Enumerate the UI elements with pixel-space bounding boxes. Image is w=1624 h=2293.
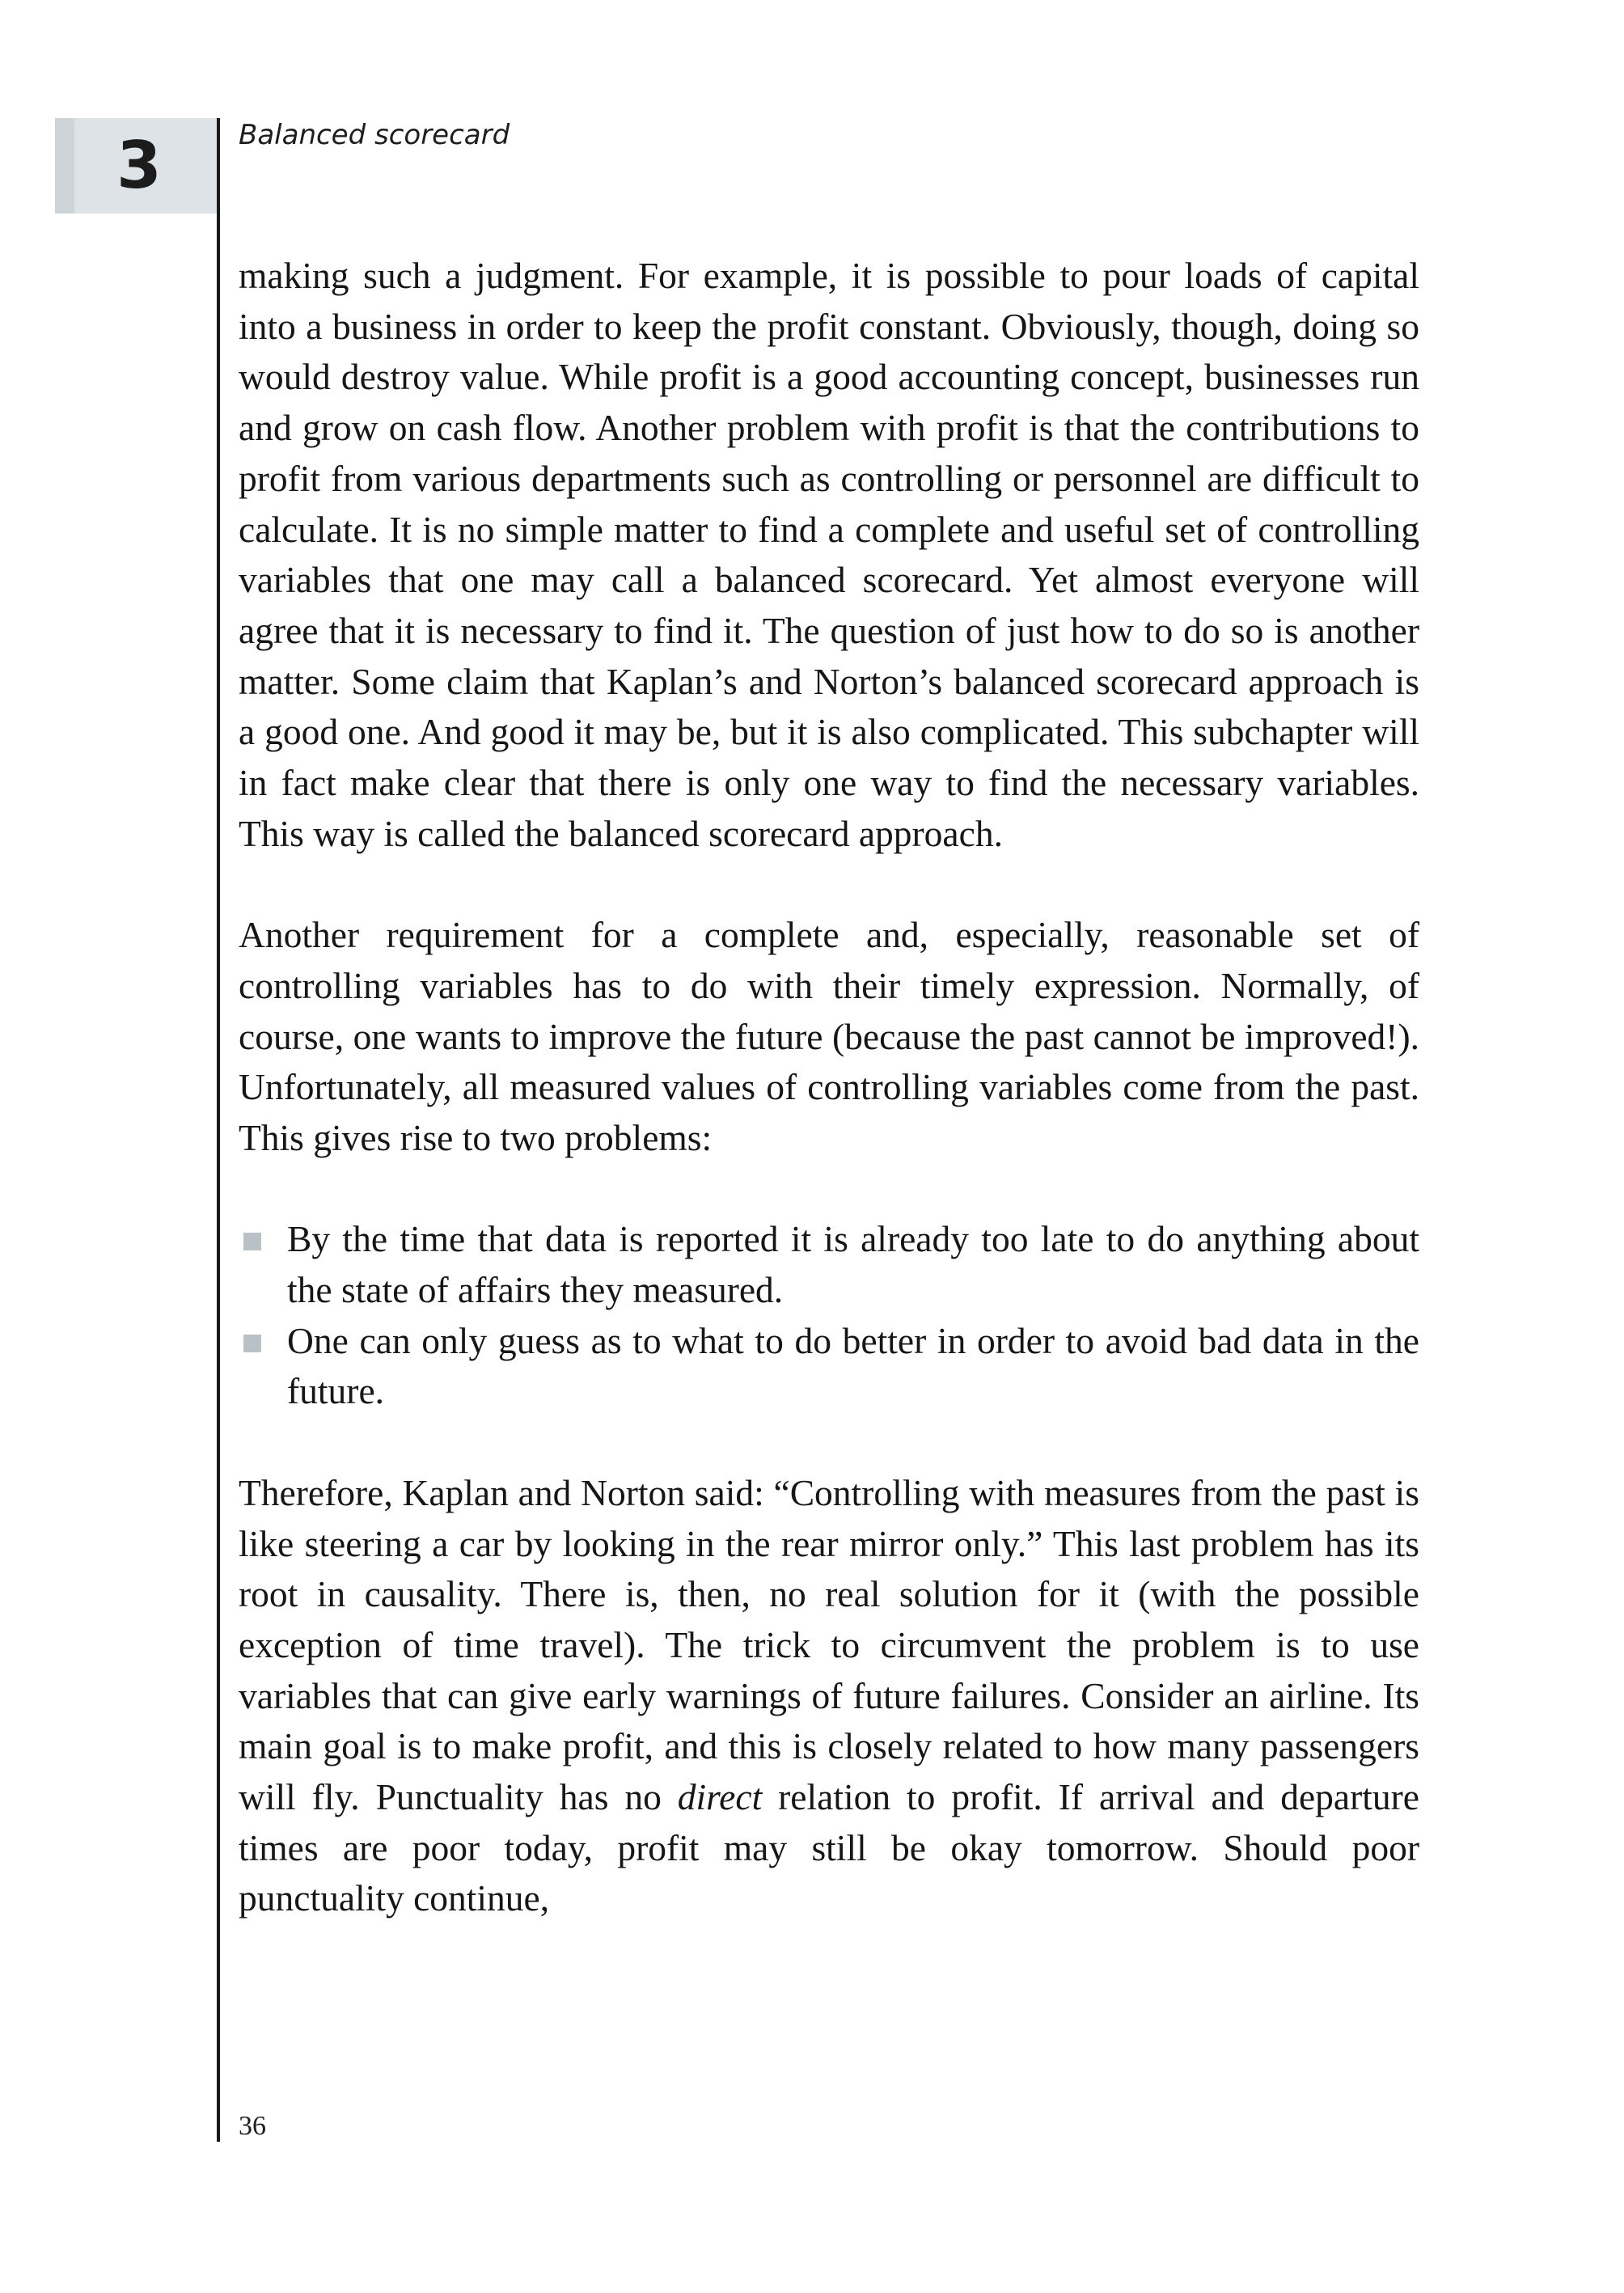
square-bullet-icon [243, 1335, 261, 1352]
list-item [239, 1316, 1419, 1417]
paragraph-3-end: relation to profit. If arrival and departure times are poor today, profit may still be okay tomorrow. Should poor punctuality continue, [239, 1776, 1419, 1919]
running-header: Balanced scorecard [239, 119, 510, 151]
chapter-tab-edge [55, 118, 74, 214]
paragraph-3-start: Therefore, Kaplan and Norton said: “Controlling with measures from the past is like steering a car by looking in the rear mirror only.” This last problem has its root in causality. There is, then, no real solution for it (with the possible exception of time travel). The trick to circumvent the problem is to use variables that can give early warnings of future failures. Consider an airline. Its main goal is to make profit, and this is closely related to how many passengers will fly. Punctuality has no [239, 1471, 1419, 1818]
paragraph-1: making such a judgment. For example, it is possible to pour loads of capital into a business in order to keep the profit constant. Obviously, though, doing so would destroy value. While profit is a good accounting concept, businesses run and grow on cash flow. Another problem with profit is that the contributions to profit from various departments such as controlling or personnel are difficult to calculate. It is no simple matter to find a complete and useful set of controlling variables that one may call a balanced scorecard. Yet almost everyone will agree that it is necessary to find it. The question of just how to do so is another matter. Some claim that Kaplan’s and Norton’s balanced scorecard approach is a good one. And good it may be, but it is also complicated. This subchapter will in fact make clear that there is only one way to find the necessary variables. This way is called the balanced scorecard approach. [239, 255, 1419, 854]
paragraph-3 [239, 1468, 1419, 1924]
paragraph-3-emphasis: direct [677, 1776, 763, 1818]
square-bullet-icon [243, 1233, 261, 1250]
page-number: 36 [239, 2111, 266, 2141]
body-text [239, 251, 1419, 1975]
problem-list [239, 1214, 1419, 1417]
list-item-text: One can only guess as to what to do better in order to avoid bad data in the future. [287, 1319, 1419, 1412]
margin-rule [217, 118, 220, 2142]
list-item [239, 1214, 1419, 1315]
list-item-text: By the time that data is reported it is already too late to do anything about the state of affairs they measured. [287, 1218, 1419, 1311]
paragraph-2: Another requirement for a complete and, especially, reasonable set of controlling variables has to do with their timely expression. Normally, of course, one wants to improve the future (because the past cannot be improved!). Unfortunately, all measured values of controlling variables come from the past. This gives rise to two problems: [239, 914, 1419, 1158]
chapter-number: 3 [116, 128, 162, 203]
